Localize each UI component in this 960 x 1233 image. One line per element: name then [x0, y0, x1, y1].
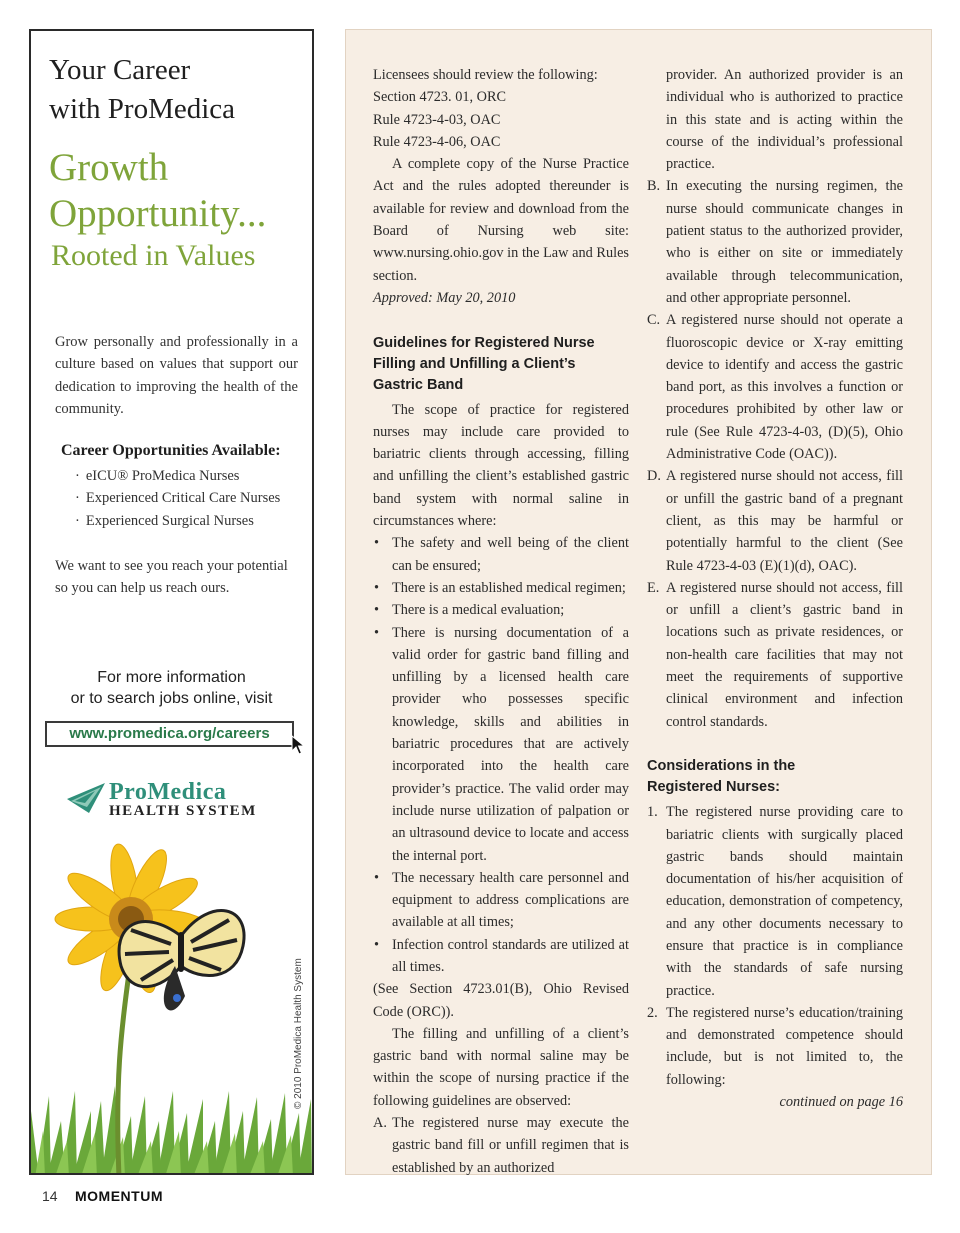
- filling-paragraph: The filling and unfilling of a client’s gastric band with normal saline may be within the scope of nursing practice if the following guidelines are observed:: [373, 1025, 629, 1109]
- list-item: • The necessary health care personnel and equipment to address complications are available at all times;: [373, 867, 629, 934]
- list-item: C. A registered nurse should not operate a fluoroscopic device or X-ray emitting device to identify and access the gastric band port, as this involves a function or procedures prohibited by other law or rule (See Rule 4723-4-03, (D)(5), Ohio Administrative Code (OAC)).: [647, 309, 903, 465]
- list-item: 2. The registered nurse’s education/training and demonstrated competence should include, but is not limited to, the following:: [647, 1002, 903, 1091]
- page-number: 14: [42, 1188, 58, 1204]
- list-marker: A.: [373, 1115, 387, 1132]
- scope-paragraph: The scope of practice for registered nurses may include care provided to bariatric clients through accessing, filling and unfilling the client’s established gastric band system with normal saline in circumstances where:: [373, 401, 629, 530]
- considerations-list: [647, 801, 903, 1091]
- copy-paragraph: A complete copy of the Nurse Practice Act and the rules adopted thereunder is available for review and download from the Board of Nursing web site: www.nursing.ohio.gov in the Law and Rules section.: [373, 156, 629, 284]
- ad-rooted-in-values: Rooted in Values: [51, 239, 256, 272]
- ad-careers-heading: Career Opportunities Available:: [61, 442, 281, 459]
- list-marker: 2.: [647, 1004, 658, 1021]
- see-section: (See Section 4723.01(B), Ohio Revised Code (ORC)).: [373, 981, 629, 1020]
- review-item: Rule 4723-4-06, OAC: [373, 133, 501, 150]
- list-marker: C.: [647, 312, 661, 329]
- magazine-name: MOMENTUM: [75, 1188, 163, 1204]
- ad-careers-list: [75, 465, 280, 532]
- review-item: Section 4723. 01, ORC: [373, 89, 507, 106]
- review-item: Rule 4723-4-03, OAC: [373, 111, 501, 128]
- list-item: • There is an established medical regimen;: [373, 577, 629, 599]
- flower-butterfly-illustration: [31, 841, 312, 1175]
- guidelines-list-start: [373, 1112, 629, 1179]
- list-marker: E.: [647, 579, 660, 596]
- considerations-heading: Considerations in the Registered Nurses:: [647, 758, 796, 796]
- ad-more-info: For more information or to search jobs online, visit: [70, 669, 273, 707]
- promedica-ad: [29, 29, 314, 1175]
- criteria-list: [373, 532, 629, 978]
- section-heading: Guidelines for Registered Nurse Filling and Unfilling a Client’s Gastric Band: [373, 334, 595, 393]
- ad-title: Your Career with ProMedica: [49, 54, 236, 125]
- ad-potential-text: We want to see you reach your potential so you can help us reach ours.: [55, 558, 288, 597]
- list-item: • Infection control standards are utilized at all times.: [373, 934, 629, 979]
- guidelines-list: [647, 175, 903, 732]
- cursor-arrow-icon: [291, 735, 305, 755]
- article-panel: [345, 29, 932, 1175]
- promedica-logo-icon: [65, 779, 107, 815]
- ad-growth-headline: Growth Opportunity...: [49, 146, 267, 235]
- logo-wordmark: ProMedica: [109, 779, 227, 805]
- list-marker: D.: [647, 468, 661, 485]
- list-item: 1. The registered nurse providing care to bariatric clients with surgically placed gastric bands should maintain documentation of his/her acquisition of education, demonstration of competency, and any other documents necessary to ensure that practice is in compliance with the standards of safe nursing practice.: [647, 801, 903, 1002]
- list-marker: 1.: [647, 804, 658, 821]
- ad-body-text: Grow personally and professionally in a culture based on values that support our dedication to improving the health of the community.: [55, 334, 298, 418]
- list-item: • There is nursing documentation of a valid order for gastric band filling and unfilling by a licensed health care provider who possesses specific knowledge, skills and abilities in bariatric procedures that are actively incorporated into the health care provider’s practice. The valid order may include nurse utilization of palpation or an ultrasound device to locate and access the internal port.: [373, 622, 629, 867]
- list-item: B. In executing the nursing regimen, the nurse should communicate changes in patient status to the authorized provider, who is either on site or immediately available through telecommunication, and other appropriate personnel.: [647, 175, 903, 309]
- continued-note: continued on page 16: [779, 1094, 903, 1111]
- list-marker: B.: [647, 178, 661, 195]
- item-a-continued: provider. An authorized provider is an individual who is authorized to practice in this state and is acting within the course of the individual’s professional practice.: [666, 67, 903, 173]
- list-item: A. The registered nurse may execute the gastric band fill or unfill regimen that is established by an authorized: [373, 1112, 629, 1179]
- ad-careers-link[interactable]: www.promedica.org/careers: [45, 721, 294, 747]
- list-item: E. A registered nurse should not access, fill or unfill a client’s gastric band in locations such as private residences, or non-health care facilities that may not meet the requirements of supportive clinical environment and infection control standards.: [647, 577, 903, 733]
- list-item: • The safety and well being of the client can be ensured;: [373, 532, 629, 577]
- article-column-2: [647, 64, 903, 1113]
- list-item: · Experienced Surgical Nurses: [75, 510, 280, 532]
- list-item: · eICU® ProMedica Nurses: [75, 465, 280, 487]
- list-item: · Experienced Critical Care Nurses: [75, 487, 280, 509]
- review-intro: Licensees should review the following:: [373, 67, 598, 83]
- list-item: D. A registered nurse should not access, fill or unfill the gastric band of a pregnant client, as this may be harmful or potentially harmful to the client (See Rule 4723-4-03 (E)(1)(d), OAC).: [647, 465, 903, 576]
- ad-copyright: © 2010 ProMedica Health System: [293, 958, 304, 1109]
- approved-date: Approved: May 20, 2010: [373, 289, 516, 306]
- logo-subtitle: HEALTH SYSTEM: [109, 803, 257, 819]
- list-item: • There is a medical evaluation;: [373, 599, 629, 621]
- article-column-1: [373, 64, 629, 1179]
